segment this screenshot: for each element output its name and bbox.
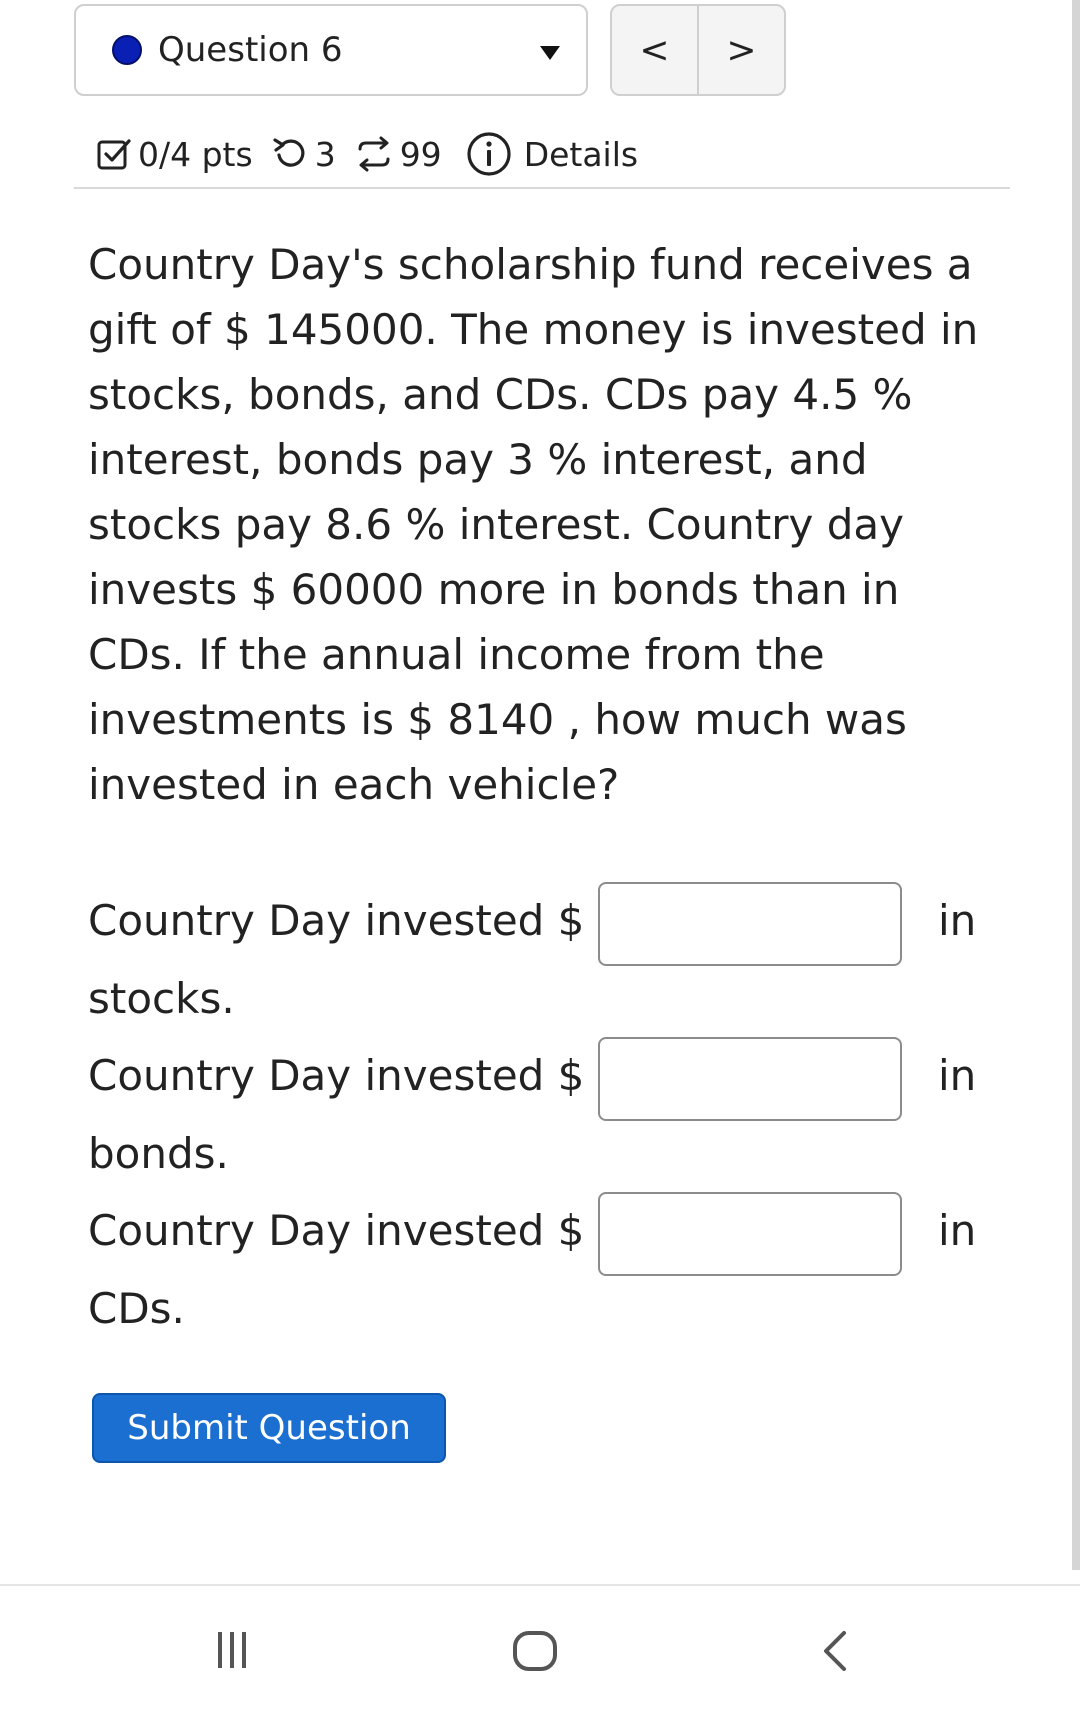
question-text: Country Day's scholarship fund receives a gift of $ 145000. The money is invested in stocks, bonds, and CDs. CDs pay 4.5 % interest, bonds pay 3 % interest, and stocks pay 8.6 % interest. Country day invests $ 60000 more in bonds than in CDs. If the annual income from the investments is $ 8140 , how much was invested in each vehicle? (88, 240, 979, 809)
answer-prefix: Country Day invested $ (88, 896, 585, 945)
submissions-icon (354, 135, 394, 173)
answer-row-stocks (88, 882, 1000, 966)
answer-prefix: Country Day invested $ (88, 1051, 585, 1100)
submissions-count: 99 (399, 134, 442, 174)
question-status-dot (112, 35, 142, 65)
checkbox-score-icon (96, 136, 132, 172)
retry-icon (271, 135, 309, 173)
question-label: Question 6 (158, 30, 343, 70)
divider (74, 187, 1010, 189)
info-icon[interactable] (466, 131, 512, 177)
answer-tail-bonds: bonds. (88, 1129, 229, 1178)
recents-icon[interactable] (212, 1630, 252, 1674)
previous-question-button[interactable]: < (639, 29, 670, 71)
attempts-count: 3 (314, 134, 336, 174)
scrollbar[interactable] (1072, 0, 1080, 1570)
answer-suffix: in (938, 1051, 977, 1100)
submit-question-button[interactable]: Submit Question (92, 1393, 446, 1463)
bonds-amount-input[interactable] (598, 1037, 902, 1121)
question-selector[interactable] (74, 4, 588, 96)
system-navigation-bar (0, 1584, 1080, 1712)
answer-tail-cds: CDs. (88, 1284, 185, 1333)
details-link[interactable]: Details (523, 134, 639, 174)
answer-suffix: in (938, 896, 977, 945)
stocks-amount-input[interactable] (598, 882, 902, 966)
answer-prefix: Country Day invested $ (88, 1206, 585, 1255)
home-icon[interactable] (512, 1630, 558, 1676)
cds-amount-input[interactable] (598, 1192, 902, 1276)
question-nav (610, 4, 786, 96)
answer-suffix: in (938, 1206, 977, 1255)
back-icon[interactable] (818, 1630, 854, 1676)
dropdown-caret-icon (540, 46, 560, 60)
points-text: 0/4 pts (138, 134, 253, 174)
answer-row-cds (88, 1192, 1000, 1276)
next-question-button[interactable]: > (697, 6, 784, 94)
answer-tail-stocks: stocks. (88, 974, 235, 1023)
question-meta (96, 124, 638, 184)
answer-row-bonds (88, 1037, 1000, 1121)
